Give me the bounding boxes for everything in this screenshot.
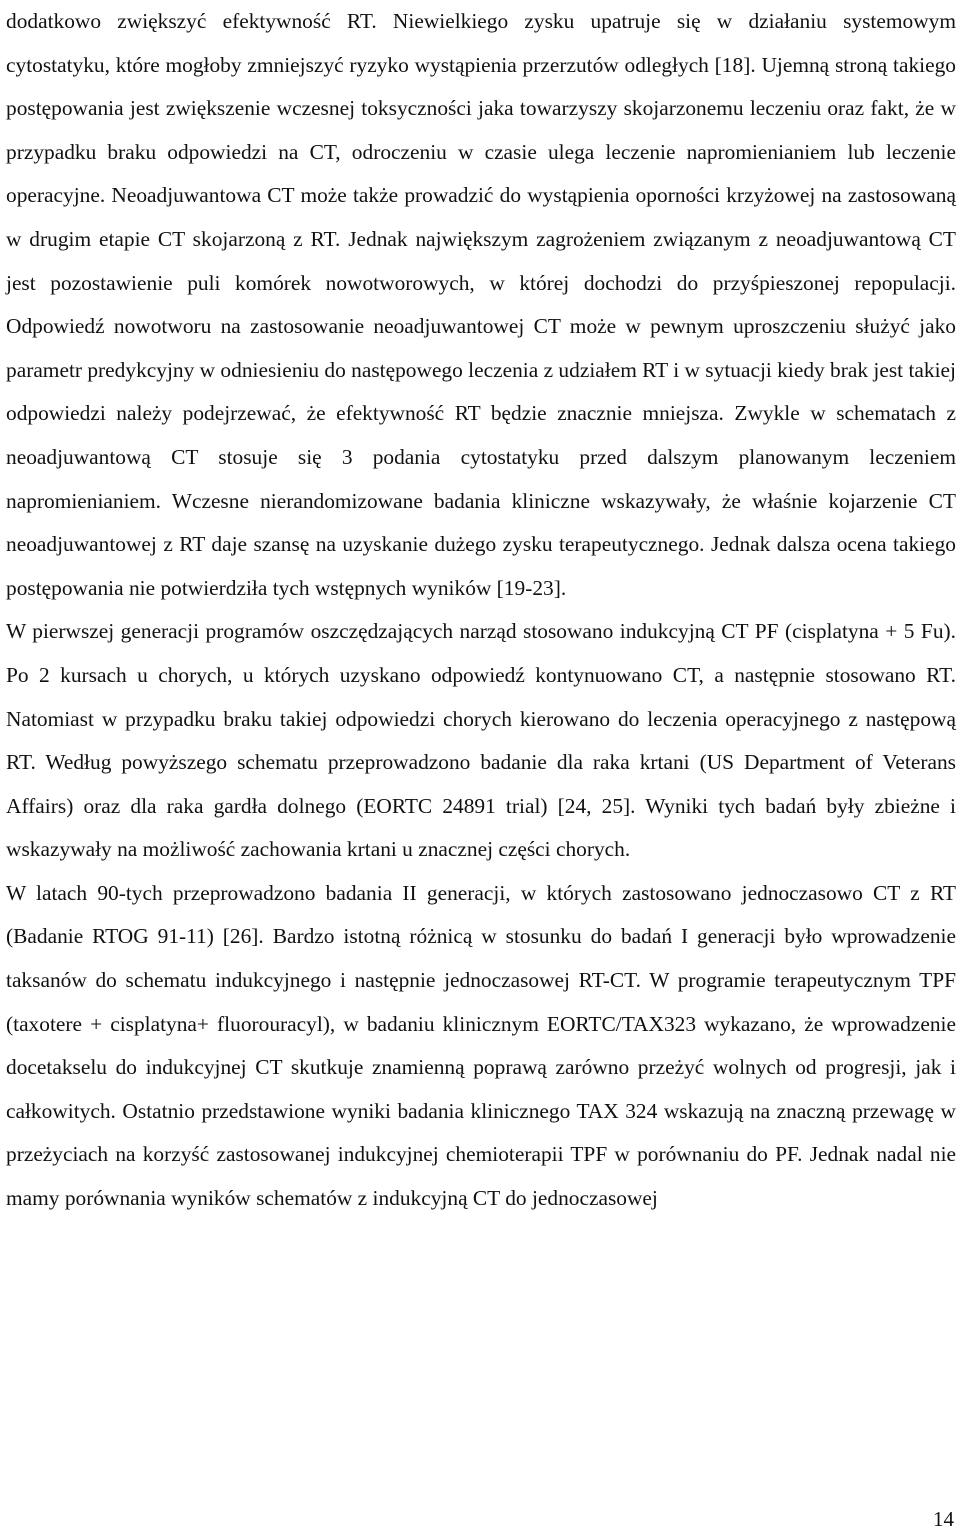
- paragraph: dodatkowo zwiększyć efektywność RT. Niewielkiego zysku upatruje się w działaniu systemowym cytostatyku, które mogłoby zmniejszyć ryzyko wystąpienia przerzutów odległych [18]. Ujemną stroną takiego postępowania jest zwiększenie wczesnej toksyczności jaka towarzyszy skojarzonemu leczeniu oraz fakt, że w przypadku braku odpowiedzi na CT, odroczeniu w czasie ulega leczenie napromienianiem lub leczenie operacyjne. Neoadjuwantowa CT może także prowadzić do wystąpienia oporności krzyżowej na zastosowaną w drugim etapie CT skojarzoną z RT. Jednak największym zagrożeniem związanym z neoadjuwantową CT jest pozostawienie puli komórek nowotworowych, w której dochodzi do przyśpieszonej repopulacji. Odpowiedź nowotworu na zastosowanie neoadjuwantowej CT może w pewnym uproszczeniu służyć jako parametr predykcyjny w odniesieniu do następowego leczenia z udziałem RT i w sytuacji kiedy brak jest takiej odpowiedzi należy podejrzewać, że efektywność RT będzie znacznie mniejsza. Zwykle w schematach z neoadjuwantową CT stosuje się 3 podania cytostatyku przed dalszym planowanym leczeniem napromienianiem. Wczesne nierandomizowane badania kliniczne wskazywały, że właśnie kojarzenie CT neoadjuwantowej z RT daje szansę na uzyskanie dużego zysku terapeutycznego. Jednak dalsza ocena takiego postępowania nie potwierdziła tych wstępnych wyników [19-23].: [6, 9, 956, 600]
- page-number: 14: [933, 1507, 954, 1531]
- paragraph: W pierwszej generacji programów oszczędzających narząd stosowano indukcyjną CT PF (cisplatyna + 5 Fu). Po 2 kursach u chorych, u których uzyskano odpowiedź kontynuowano CT, a następnie stosowano RT. Natomiast w przypadku braku takiej odpowiedzi chorych kierowano do leczenia operacyjnego z następową RT. Według powyższego schematu przeprowadzono badanie dla raka krtani (US Department of Veterans Affairs) oraz dla raka gardła dolnego (EORTC 24891 trial) [24, 25]. Wyniki tych badań były zbieżne i wskazywały na możliwość zachowania krtani u znacznej części chorych.: [6, 619, 956, 862]
- document-page: [6, 0, 956, 1221]
- paragraph: W latach 90-tych przeprowadzono badania II generacji, w których zastosowano jednoczasowo CT z RT (Badanie RTOG 91-11) [26]. Bardzo istotną różnicą w stosunku do badań I generacji było wprowadzenie taksanów do schematu indukcyjnego i następnie jednoczasowej RT-CT. W programie terapeutycznym TPF (taxotere + cisplatyna+ fluorouracyl), w badaniu klinicznym EORTC/TAX323 wykazano, że wprowadzenie docetakselu do indukcyjnej CT skutkuje znamienną poprawą zarówno przeżyć wolnych od progresji, jak i całkowitych. Ostatnio przedstawione wyniki badania klinicznego TAX 324 wskazują na znaczną przewagę w przeżyciach na korzyść zastosowanej indukcyjnej chemioterapii TPF w porównaniu do PF. Jednak nadal nie mamy porównania wyników schematów z indukcyjną CT do jednoczasowej: [6, 880, 956, 1211]
